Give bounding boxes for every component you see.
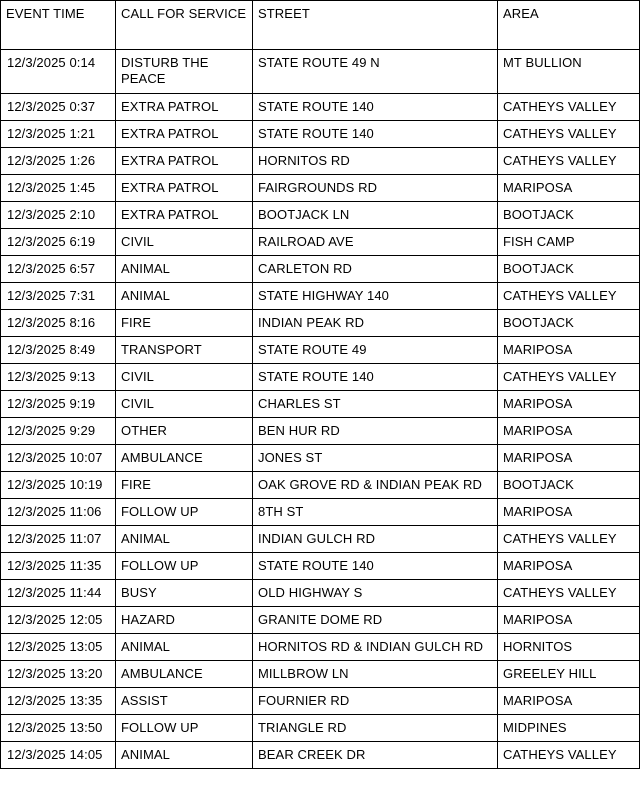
table-row bbox=[1, 175, 640, 202]
table-row bbox=[1, 661, 640, 688]
cell-street: 8TH ST bbox=[253, 499, 498, 526]
cell-street: OLD HIGHWAY S bbox=[253, 580, 498, 607]
cell-street: GRANITE DOME RD bbox=[253, 607, 498, 634]
cell-area: CATHEYS VALLEY bbox=[498, 121, 640, 148]
cell-call-for-service: OTHER bbox=[116, 418, 253, 445]
cell-event-time: 12/3/2025 13:05 bbox=[1, 634, 116, 661]
cell-area: MARIPOSA bbox=[498, 445, 640, 472]
cell-call-for-service: FOLLOW UP bbox=[116, 715, 253, 742]
cell-street: JONES ST bbox=[253, 445, 498, 472]
cell-event-time: 12/3/2025 13:50 bbox=[1, 715, 116, 742]
cell-event-time: 12/3/2025 2:10 bbox=[1, 202, 116, 229]
cell-area: CATHEYS VALLEY bbox=[498, 742, 640, 769]
cell-event-time: 12/3/2025 13:20 bbox=[1, 661, 116, 688]
cell-area: MARIPOSA bbox=[498, 391, 640, 418]
cell-area: CATHEYS VALLEY bbox=[498, 526, 640, 553]
cell-event-time: 12/3/2025 10:07 bbox=[1, 445, 116, 472]
cell-event-time: 12/3/2025 14:05 bbox=[1, 742, 116, 769]
cell-area: CATHEYS VALLEY bbox=[498, 364, 640, 391]
cell-street: HORNITOS RD bbox=[253, 148, 498, 175]
header-street: STREET bbox=[253, 1, 498, 50]
table-row bbox=[1, 256, 640, 283]
table-row bbox=[1, 634, 640, 661]
cell-area: MARIPOSA bbox=[498, 337, 640, 364]
cell-street: STATE ROUTE 140 bbox=[253, 364, 498, 391]
cell-street: MILLBROW LN bbox=[253, 661, 498, 688]
cell-street: CARLETON RD bbox=[253, 256, 498, 283]
cell-street: RAILROAD AVE bbox=[253, 229, 498, 256]
cell-street: HORNITOS RD & INDIAN GULCH RD bbox=[253, 634, 498, 661]
cell-call-for-service: EXTRA PATROL bbox=[116, 148, 253, 175]
cell-street: STATE ROUTE 49 N bbox=[253, 50, 498, 94]
cell-area: MIDPINES bbox=[498, 715, 640, 742]
cell-event-time: 12/3/2025 11:06 bbox=[1, 499, 116, 526]
cell-area: MARIPOSA bbox=[498, 607, 640, 634]
cell-area: MARIPOSA bbox=[498, 688, 640, 715]
cell-call-for-service: FIRE bbox=[116, 472, 253, 499]
cell-event-time: 12/3/2025 12:05 bbox=[1, 607, 116, 634]
table-body bbox=[1, 50, 640, 769]
cell-street: STATE ROUTE 140 bbox=[253, 94, 498, 121]
cell-street: BEN HUR RD bbox=[253, 418, 498, 445]
cell-street: OAK GROVE RD & INDIAN PEAK RD bbox=[253, 472, 498, 499]
header-call-for-service: CALL FOR SERVICE bbox=[116, 1, 253, 50]
cell-street: INDIAN PEAK RD bbox=[253, 310, 498, 337]
cell-call-for-service: CIVIL bbox=[116, 229, 253, 256]
cell-street: FAIRGROUNDS RD bbox=[253, 175, 498, 202]
cell-call-for-service: ASSIST bbox=[116, 688, 253, 715]
table-row bbox=[1, 607, 640, 634]
cell-call-for-service: HAZARD bbox=[116, 607, 253, 634]
cell-area: CATHEYS VALLEY bbox=[498, 94, 640, 121]
cell-call-for-service: EXTRA PATROL bbox=[116, 121, 253, 148]
table-row bbox=[1, 742, 640, 769]
cell-call-for-service: FOLLOW UP bbox=[116, 499, 253, 526]
cell-area: MARIPOSA bbox=[498, 175, 640, 202]
cell-call-for-service: FIRE bbox=[116, 310, 253, 337]
cell-event-time: 12/3/2025 11:07 bbox=[1, 526, 116, 553]
cell-call-for-service: DISTURB THE PEACE bbox=[116, 50, 253, 94]
table-row bbox=[1, 526, 640, 553]
cell-area: MT BULLION bbox=[498, 50, 640, 94]
cell-event-time: 12/3/2025 0:14 bbox=[1, 50, 116, 94]
cell-call-for-service: ANIMAL bbox=[116, 283, 253, 310]
cell-event-time: 12/3/2025 11:35 bbox=[1, 553, 116, 580]
cell-call-for-service: TRANSPORT bbox=[116, 337, 253, 364]
cell-event-time: 12/3/2025 10:19 bbox=[1, 472, 116, 499]
cell-event-time: 12/3/2025 6:19 bbox=[1, 229, 116, 256]
table-row bbox=[1, 229, 640, 256]
cell-area: CATHEYS VALLEY bbox=[498, 148, 640, 175]
table-row bbox=[1, 283, 640, 310]
cell-street: STATE ROUTE 49 bbox=[253, 337, 498, 364]
table-row bbox=[1, 202, 640, 229]
table-row bbox=[1, 418, 640, 445]
cell-call-for-service: CIVIL bbox=[116, 391, 253, 418]
header-event-time: EVENT TIME bbox=[1, 1, 116, 50]
cell-event-time: 12/3/2025 1:45 bbox=[1, 175, 116, 202]
cell-call-for-service: EXTRA PATROL bbox=[116, 175, 253, 202]
cell-call-for-service: AMBULANCE bbox=[116, 661, 253, 688]
cell-call-for-service: ANIMAL bbox=[116, 256, 253, 283]
cell-event-time: 12/3/2025 8:16 bbox=[1, 310, 116, 337]
cell-event-time: 12/3/2025 1:26 bbox=[1, 148, 116, 175]
cell-event-time: 12/3/2025 1:21 bbox=[1, 121, 116, 148]
cell-event-time: 12/3/2025 9:13 bbox=[1, 364, 116, 391]
cell-event-time: 12/3/2025 6:57 bbox=[1, 256, 116, 283]
cell-street: BOOTJACK LN bbox=[253, 202, 498, 229]
cell-area: BOOTJACK bbox=[498, 472, 640, 499]
table-row bbox=[1, 94, 640, 121]
table-header-row bbox=[1, 1, 640, 50]
table-row bbox=[1, 715, 640, 742]
cell-area: GREELEY HILL bbox=[498, 661, 640, 688]
cell-street: STATE ROUTE 140 bbox=[253, 121, 498, 148]
cell-call-for-service: EXTRA PATROL bbox=[116, 94, 253, 121]
table-row bbox=[1, 391, 640, 418]
table-row bbox=[1, 364, 640, 391]
cell-area: MARIPOSA bbox=[498, 418, 640, 445]
cell-area: BOOTJACK bbox=[498, 202, 640, 229]
cell-call-for-service: CIVIL bbox=[116, 364, 253, 391]
table-row bbox=[1, 472, 640, 499]
cell-area: BOOTJACK bbox=[498, 256, 640, 283]
cell-call-for-service: BUSY bbox=[116, 580, 253, 607]
cell-area: MARIPOSA bbox=[498, 499, 640, 526]
cell-event-time: 12/3/2025 11:44 bbox=[1, 580, 116, 607]
cell-event-time: 12/3/2025 13:35 bbox=[1, 688, 116, 715]
cell-call-for-service: ANIMAL bbox=[116, 526, 253, 553]
cell-area: MARIPOSA bbox=[498, 553, 640, 580]
cell-event-time: 12/3/2025 7:31 bbox=[1, 283, 116, 310]
table-row bbox=[1, 580, 640, 607]
table-row bbox=[1, 310, 640, 337]
cell-street: TRIANGLE RD bbox=[253, 715, 498, 742]
cell-event-time: 12/3/2025 9:19 bbox=[1, 391, 116, 418]
cell-call-for-service: ANIMAL bbox=[116, 742, 253, 769]
table-row bbox=[1, 50, 640, 94]
cell-event-time: 12/3/2025 8:49 bbox=[1, 337, 116, 364]
cell-street: STATE HIGHWAY 140 bbox=[253, 283, 498, 310]
table-row bbox=[1, 499, 640, 526]
cell-street: FOURNIER RD bbox=[253, 688, 498, 715]
cell-street: BEAR CREEK DR bbox=[253, 742, 498, 769]
table-row bbox=[1, 121, 640, 148]
cell-area: CATHEYS VALLEY bbox=[498, 580, 640, 607]
table-row bbox=[1, 148, 640, 175]
cell-area: HORNITOS bbox=[498, 634, 640, 661]
cell-area: CATHEYS VALLEY bbox=[498, 283, 640, 310]
table-row bbox=[1, 553, 640, 580]
cell-area: FISH CAMP bbox=[498, 229, 640, 256]
cell-street: STATE ROUTE 140 bbox=[253, 553, 498, 580]
cell-call-for-service: ANIMAL bbox=[116, 634, 253, 661]
cell-call-for-service: AMBULANCE bbox=[116, 445, 253, 472]
cell-call-for-service: EXTRA PATROL bbox=[116, 202, 253, 229]
cell-street: CHARLES ST bbox=[253, 391, 498, 418]
header-area: AREA bbox=[498, 1, 640, 50]
table-row bbox=[1, 337, 640, 364]
cell-area: BOOTJACK bbox=[498, 310, 640, 337]
cell-street: INDIAN GULCH RD bbox=[253, 526, 498, 553]
cell-call-for-service: FOLLOW UP bbox=[116, 553, 253, 580]
cell-event-time: 12/3/2025 0:37 bbox=[1, 94, 116, 121]
table-row bbox=[1, 445, 640, 472]
table-row bbox=[1, 688, 640, 715]
cell-event-time: 12/3/2025 9:29 bbox=[1, 418, 116, 445]
